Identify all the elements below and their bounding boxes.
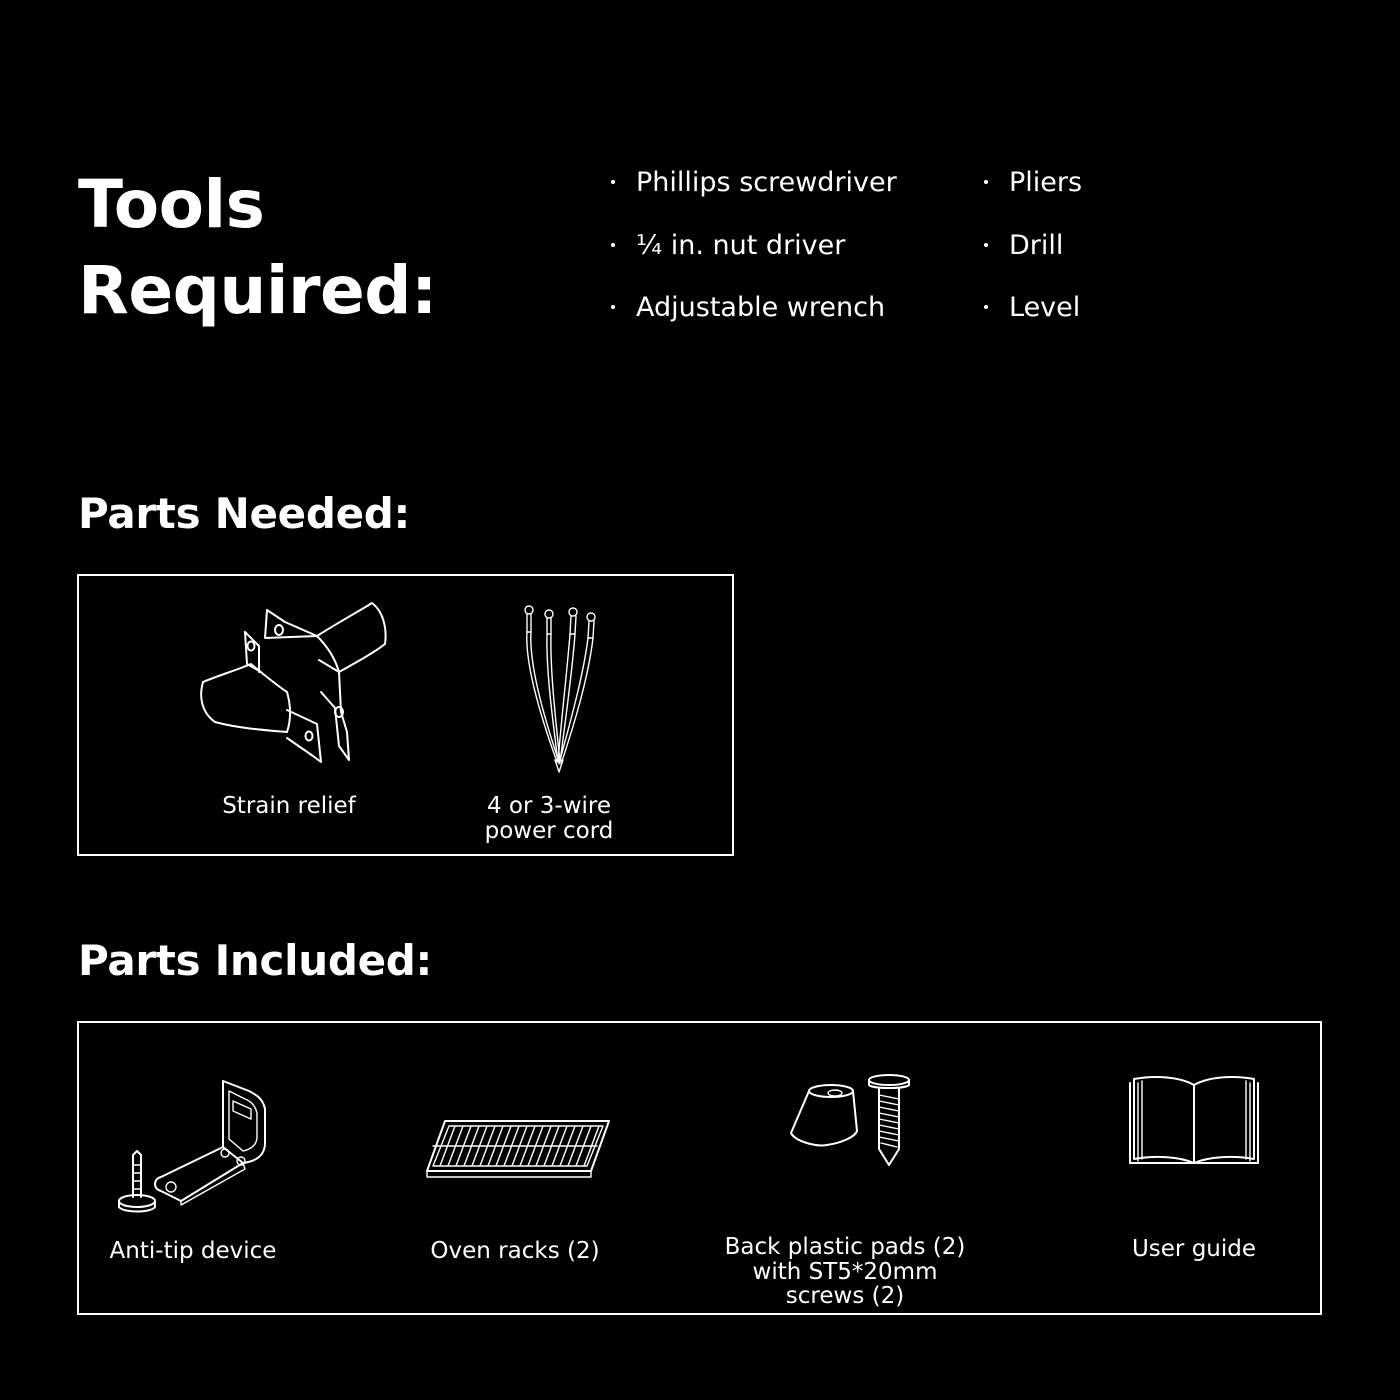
tool-item-label: Pliers — [1009, 167, 1083, 198]
part-label-line-2: power cord — [484, 818, 614, 844]
part-label-line-1: 4 or 3-wire — [486, 793, 612, 819]
tool-item — [984, 290, 1082, 353]
part-label-line-1: Back plastic pads (2) — [724, 1234, 966, 1260]
tools-list-column-1 — [611, 165, 897, 353]
tool-item — [611, 228, 897, 291]
parts-needed-title: Parts Needed: — [78, 489, 411, 538]
bullet-icon — [611, 180, 615, 184]
bullet-icon — [984, 243, 988, 247]
user-guide-item — [1094, 1073, 1294, 1293]
tool-item-label: Drill — [1009, 229, 1064, 261]
tools-required-title — [78, 162, 437, 334]
tools-title-line-1: Tools — [78, 166, 265, 243]
tool-item — [611, 290, 897, 353]
part-label: Oven racks (2) — [430, 1238, 600, 1264]
oven-rack-icon — [415, 1073, 615, 1223]
tool-item — [984, 165, 1082, 228]
strain-relief-item — [189, 600, 389, 819]
bullet-icon — [611, 243, 615, 247]
power-cord-icon — [449, 602, 649, 777]
tool-item-label: Phillips screwdriver — [636, 167, 897, 198]
bullet-icon — [984, 180, 988, 184]
tool-item-label: Adjustable wrench — [636, 292, 886, 323]
bullet-icon — [984, 305, 988, 309]
tool-item — [984, 228, 1082, 291]
strain-relief-icon — [189, 600, 389, 770]
anti-tip-device-icon — [93, 1073, 293, 1223]
plastic-pad-screw-item — [715, 1073, 975, 1309]
power-cord-item — [449, 602, 649, 862]
tool-item-label: ¼ in. nut driver — [636, 229, 846, 261]
tools-list-column-2 — [984, 165, 1082, 353]
part-label: Anti-tip device — [109, 1238, 277, 1264]
user-guide-icon — [1094, 1073, 1294, 1223]
parts-included-title: Parts Included: — [78, 936, 433, 985]
parts-needed-box — [77, 574, 734, 856]
anti-tip-device-item — [93, 1073, 293, 1293]
tools-title-line-2: Required: — [78, 252, 437, 329]
parts-included-box — [77, 1021, 1322, 1315]
part-label-line-2: with ST5*20mm — [752, 1259, 938, 1285]
part-label-line-3: screws (2) — [785, 1283, 905, 1309]
part-label: User guide — [1131, 1236, 1257, 1262]
oven-rack-item — [415, 1073, 615, 1293]
plastic-pad-screw-icon — [715, 1073, 975, 1223]
tool-item-label: Level — [1009, 292, 1081, 323]
bullet-icon — [611, 305, 615, 309]
part-label: Strain relief — [222, 793, 356, 819]
tool-item — [611, 165, 897, 228]
